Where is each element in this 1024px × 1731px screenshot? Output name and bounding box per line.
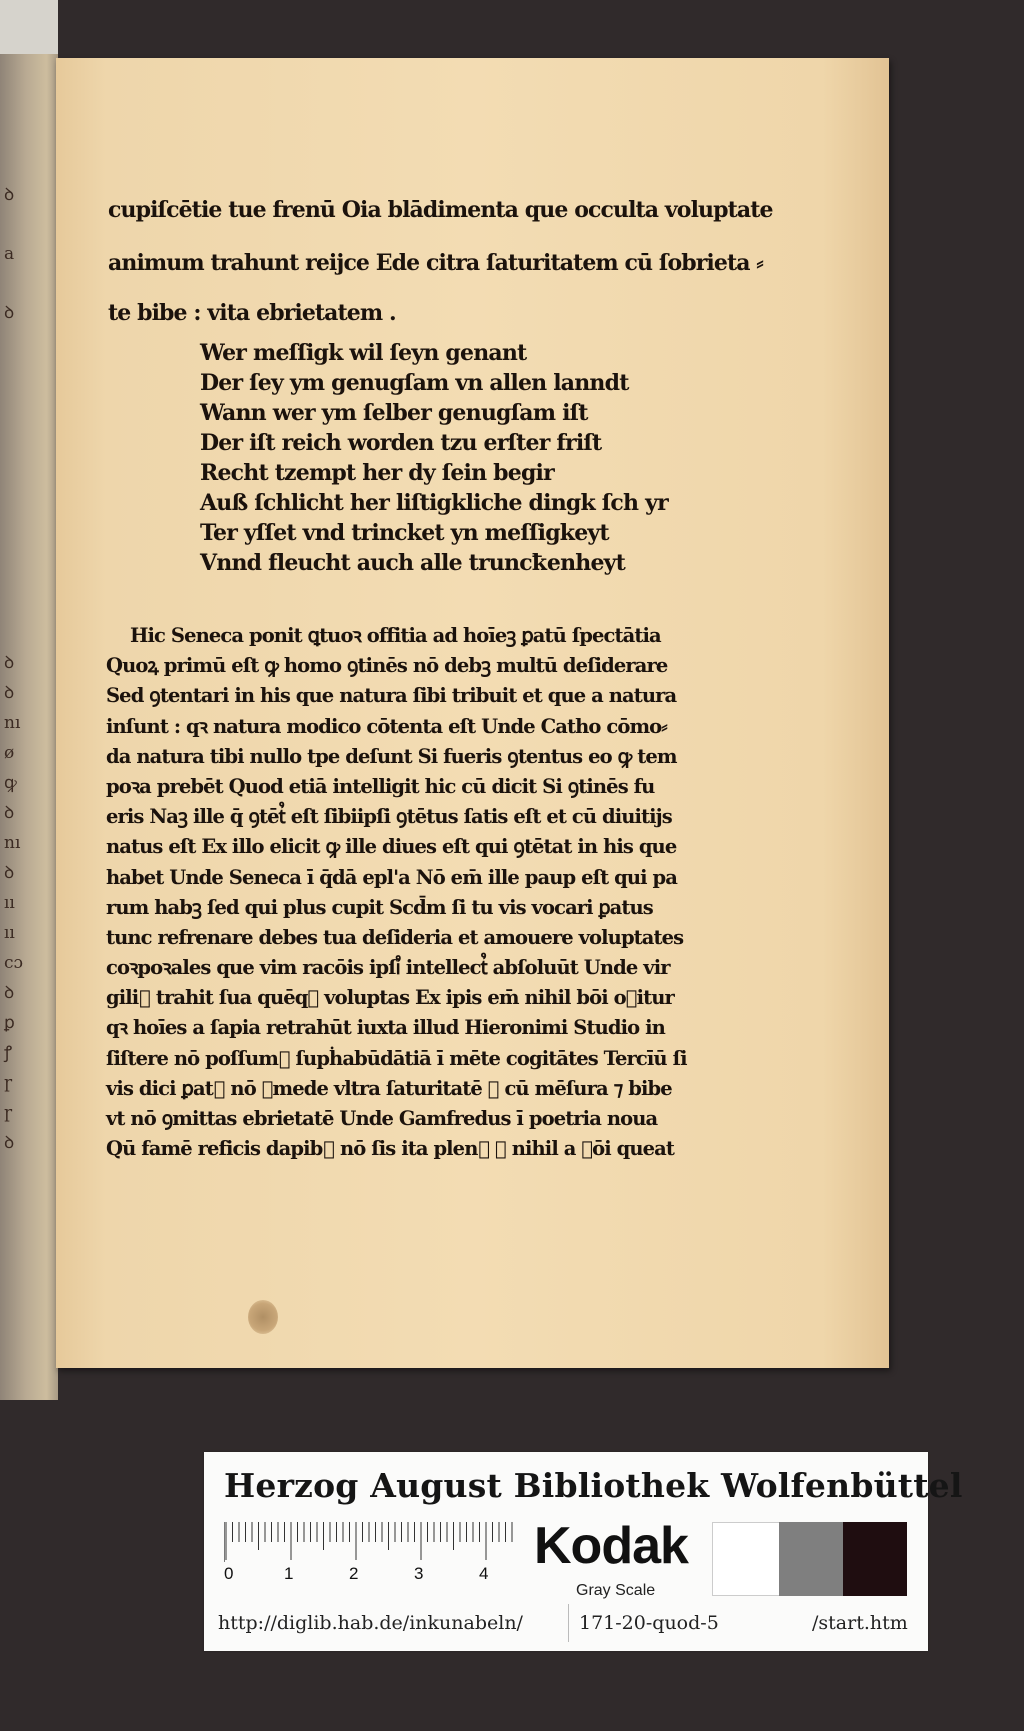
text-line: animum trahunt reijce Ede citra ſaturitatem cū ſobrieta ⸗ bbox=[108, 250, 763, 276]
ruler-number: 0 bbox=[224, 1564, 234, 1580]
previous-page-marks-bottom bbox=[4, 648, 24, 1158]
ruler-number: 3 bbox=[414, 1564, 424, 1580]
verse-line: Wer meſſigk wil ſeyn genant bbox=[200, 340, 527, 366]
ruler-number: 4 bbox=[479, 1564, 489, 1580]
commentary-line: vt nō ꝯmittas ebrietatē Unde Gamfredus ī poetria noua bbox=[106, 1107, 658, 1130]
prev-mark: nı bbox=[4, 713, 21, 733]
ruler-number: 2 bbox=[349, 1564, 359, 1580]
commentary-line: rum habꝫ ſed qui plus cupit Scd̄m ſi tu vis vocari ꝑatus bbox=[106, 895, 653, 919]
ruler-scale bbox=[224, 1522, 524, 1580]
prev-mark: ꝺ bbox=[4, 983, 15, 1003]
url-base: http://diglib.hab.de/inkunabeln/ bbox=[218, 1612, 523, 1634]
prev-mark: ıı bbox=[4, 893, 15, 913]
verse-line: Der iſt reich worden tzu erſter friſt bbox=[200, 430, 602, 456]
prev-mark: cɔ bbox=[4, 953, 24, 973]
prev-mark: ɼ bbox=[4, 1073, 13, 1093]
verse-line: Ter yſſet vnd trincket yn meſſigkeyt bbox=[200, 520, 609, 546]
prev-mark: ꝺ bbox=[4, 863, 15, 883]
page-edge-shadow bbox=[0, 0, 58, 54]
commentary-line: gili᷒ trahit ſua quēqꝫ voluptas Ex ipis em̄ nihil bōi oꝛitur bbox=[106, 986, 674, 1010]
library-scale-card bbox=[204, 1452, 963, 1651]
commentary-line: poꝛa prebēt Quod etiā intelligit hic cū dicit Si ꝯtinēs fu bbox=[106, 774, 655, 798]
prev-mark: ꝭ bbox=[4, 1043, 13, 1063]
verse-line: Wann wer ym ſelber genugſam iſt bbox=[200, 400, 588, 426]
prev-mark: ꝺ bbox=[4, 683, 15, 703]
commentary-line: Hic Seneca ponit ꝗtuoꝛ offitia ad hoīeꝫ ꝑatū ſpectātia bbox=[130, 624, 661, 647]
ruler-number: 1 bbox=[284, 1564, 294, 1580]
text-line: cupiſcētie tue frenū Oia blādimenta que occulta voluptate bbox=[108, 197, 773, 223]
prev-mark: ɼ bbox=[4, 1103, 13, 1123]
previous-page-marks-top bbox=[4, 180, 24, 328]
verse-line: Vnnd fleucht auch alle truncꝁenheyt bbox=[200, 550, 626, 576]
commentary-line: inſunt : qꝛ natura modico cōtenta eſt Unde Catho cōmo⸗ bbox=[106, 714, 667, 738]
black-swatch bbox=[843, 1522, 907, 1596]
paper-stain bbox=[248, 1300, 278, 1334]
commentary-line: ſiſtere nō poſſum᷒ ſupḣabūdātiā ī mēte cogitātes Tercīū ſi bbox=[106, 1046, 687, 1070]
commentary-line: coꝛpoꝛales que vim racōis ipſi᷒ intellect᷒ abſoluūt Unde vir bbox=[106, 956, 670, 980]
prev-mark: ꝺ bbox=[4, 803, 15, 823]
latin-commentary bbox=[106, 621, 687, 1164]
prev-mark: ıı bbox=[4, 923, 15, 943]
commentary-line: qꝛ hoīes a ſapia retrahūt iuxta illud Hieronimi Studio in bbox=[106, 1016, 665, 1040]
shelfmark: 171-20-quod-5 bbox=[568, 1604, 719, 1642]
library-title: Herzog August Bibliothek Wolfenbüttel bbox=[224, 1466, 963, 1505]
prev-mark: ꝙ bbox=[4, 773, 17, 793]
url-end: /start.htm bbox=[812, 1612, 908, 1634]
commentary-line: eris Naꝫ ille q̄ ꝯtēt᷒ eſt ſibiipſi ꝯtētus ſatis eſt et cū diuitijs bbox=[106, 805, 672, 829]
commentary-line: Quoꝝ primū eſt ꝙ homo ꝯtinēs nō debꝫ multū deſiderare bbox=[106, 654, 668, 678]
white-swatch bbox=[712, 1522, 780, 1596]
prev-mark: nı bbox=[4, 833, 21, 853]
commentary-line: vis dici ꝑat᷒ nō ꝯmede vltra ſaturitatē ꝭ cū mēſura ⁊ bibe bbox=[106, 1076, 672, 1100]
verse-line: Auß ſchlicht her liſtigkliche dingk ſch yr bbox=[200, 490, 668, 516]
commentary-line: natus eſt Ex illo elicit ꝙ ille diues eſt qui ꝯtētat in his que bbox=[106, 835, 677, 859]
previous-page-edge bbox=[0, 0, 58, 1400]
verse-line: Der ſey ym genugſam vn allen lanndt bbox=[200, 370, 629, 396]
text-line: te bibe : vita ebrietatem . bbox=[108, 300, 396, 326]
commentary-line: tunc refrenare debes tua deſideria et amouere voluptates bbox=[106, 925, 684, 949]
gray-swatch bbox=[779, 1522, 843, 1596]
prev-mark: ø bbox=[4, 743, 15, 763]
commentary-line: habet Unde Seneca ī q̄dā epl'a Nō em̄ ille paup eſt qui pa bbox=[106, 865, 677, 889]
verse-line: Recht tzempt her dy ſein begir bbox=[200, 460, 554, 486]
prev-mark: ꝺ bbox=[4, 185, 15, 205]
kodak-logo: Kodak bbox=[534, 1517, 688, 1575]
commentary-line: da natura tibi nullo tpe deſunt Si fueris ꝯtentus eo ꝙ tem bbox=[106, 744, 677, 768]
prev-mark: ꝺ bbox=[4, 653, 15, 673]
prev-mark: ꝑ bbox=[4, 1013, 15, 1033]
prev-mark: a bbox=[4, 244, 15, 264]
prev-mark: ꝺ bbox=[4, 1133, 15, 1153]
german-verse bbox=[200, 338, 668, 578]
prev-mark: ꝺ bbox=[4, 303, 15, 323]
commentary-line: Qū famē reficis dapib᷒ nō ſis ita plen᷒ ꝙ nihil a ꝓōi queat bbox=[106, 1137, 675, 1161]
commentary-line: Sed ꝯtentari in his que natura ſibi tribuit et que a natura bbox=[106, 684, 677, 708]
gray-scale-label: Gray Scale bbox=[576, 1582, 656, 1599]
latin-text-top bbox=[108, 184, 773, 328]
